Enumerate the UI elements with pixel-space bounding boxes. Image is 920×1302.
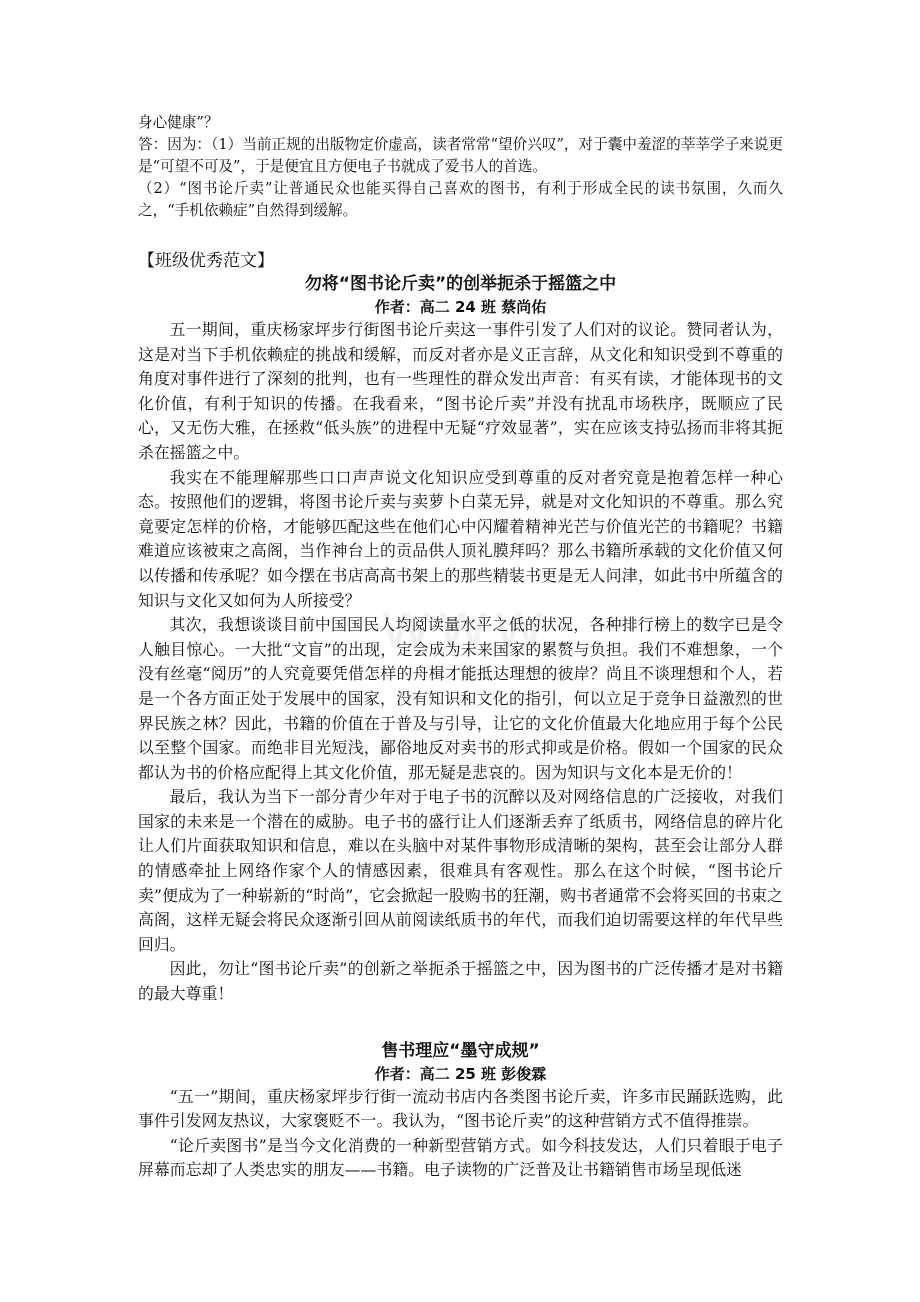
essay1-title: 勿将“图书论斤卖”的创举扼杀于摇篮之中 [304, 274, 617, 294]
answer-point-2: （2）“图书论斤卖”让普通民众也能买得自己喜欢的图书，有利于形成全民的读书氛围，久而久之，“手机依赖症”自然得到缓解。 [138, 180, 783, 219]
essay2-author: 作者：高二 25 班 彭俊霖 [374, 1064, 547, 1083]
essay1-author: 作者：高二 24 班 蔡尚佑 [374, 298, 547, 316]
watermark: www [380, 590, 550, 664]
essay1-paragraph: 其次，我想谈谈目前中国国民人均阅读量水平之低的状况，各种排行榜上的数字已是令人触目惊心。一大批“文盲”的出现，定会成为未来国家的累赘与负担。我们不难想象，一个没有丝毫“阅历”的人究竟要凭借怎样的舟楫才能抵达理想的彼岸？尚且不谈理想和个人，若是一个各方面正处于发展中的国家，没有知识和文化的指引，何以立足于竞争日益激烈的世界民族之林？因此，书籍的价值在于普及与引导，让它的文化价值最大化地应用于每个公民以至整个国家。而绝非目光短浅，鄙俗地反对卖书的形式抑或是价格。假如一个国家的民众都认为书的价格应配得上其文化价值，那无疑是悲哀的。因为知识与文化本是无价的！ [138, 615, 783, 782]
essay2-paragraph: “五一”期间，重庆杨家坪步行街一流动书店内各类图书论斤卖，许多市民踊跃选购，此事件引发网友热议，大家褒贬不一。我认为，“图书论斤卖”的这种营销方式不值得推崇。 [138, 1086, 783, 1131]
intro-line: 身心健康”？ [138, 114, 219, 131]
essay2-title: 售书理应“墨守成规” [381, 1040, 540, 1061]
essay1-paragraph: 因此，勿让“图书论斤卖”的创新之举扼杀于摇篮之中，因为图书的广泛传播才是对书籍的最大尊重！ [138, 959, 783, 1004]
document-body [138, 112, 783, 1183]
essay2-paragraph: “论斤卖图书”是当今文化消费的一种新型营销方式。如今科技发达，人们只着眼于电子屏幕而忘却了人类忠实的朋友——书籍。电子读物的广泛普及让书籍销售市场呈现低迷 [138, 1135, 783, 1180]
essay1-paragraph: 五一期间，重庆杨家坪步行街图书论斤卖这一事件引发了人们对的议论。赞同者认为，这是对当下手机依赖症的挑战和缓解，而反对者亦是义正言辞，从文化和知识受到不尊重的角度对事件进行了深刻的批判，也有一些理性的群众发出声音：有买有读，才能体现书的文化价值，有利于知识的传播。在我看来，“图书论斤卖”并没有扰乱市场秩序，既顺应了民心，又无伤大雅，在拯救“低头族”的进程中无疑“疗效显著”，实在应该支持弘扬而非将其扼杀在摇篮之中。 [138, 320, 783, 462]
answer-paragraph: 答：因为：（1）当前正规的出版物定价虚高，读者常常“望价兴叹”，对于囊中羞涩的莘莘学子来说更是“可望不可及”，于是便宜且方便电子书就成了爱书人的首选。 [138, 136, 783, 175]
essay1-paragraph: 我实在不能理解那些口口声声说文化知识应受到尊重的反对者究竟是抱着怎样一种心态。按照他们的逻辑，将图书论斤卖与卖萝卜白菜无异，就是对文化知识的不尊重。那么究竟要定怎样的价格，才能够匹配这些在他们心中闪耀着精神光芒与价值光芒的书籍呢？书籍难道应该被束之高阁，当作神台上的贡品供人顶礼膜拜吗？那么书籍所承载的文化价值又何以传播和传承呢？如今摆在书店高高书架上的那些精装书更是无人问津，如此书中所蕴含的知识与文化又如何为人所接受？ [138, 467, 783, 610]
essay1-paragraph: 最后，我认为当下一部分青少年对于电子书的沉醉以及对网络信息的广泛接收，对我们国家的未来是一个潜在的威胁。电子书的盛行让人们逐渐丢弃了纸质书，网络信息的碎片化让人们片面获取知识和信息，难以在头脑中对某件事物形成清晰的架构，甚至会让部分人群的情感牵扯上网络作家个人的情感因素，很难具有客观性。那么在这个时候，“图书论斤卖”便成为了一种崭新的“时尚”，它会掀起一股购书的狂潮，购书者通常不会将买回的书束之高阁，这样无疑会将民众逐渐引回从前阅读纸质书的年代，而我们迫切需要这样的年代早些回归。 [138, 787, 783, 954]
section-label: 【班级优秀范文】 [138, 251, 274, 271]
